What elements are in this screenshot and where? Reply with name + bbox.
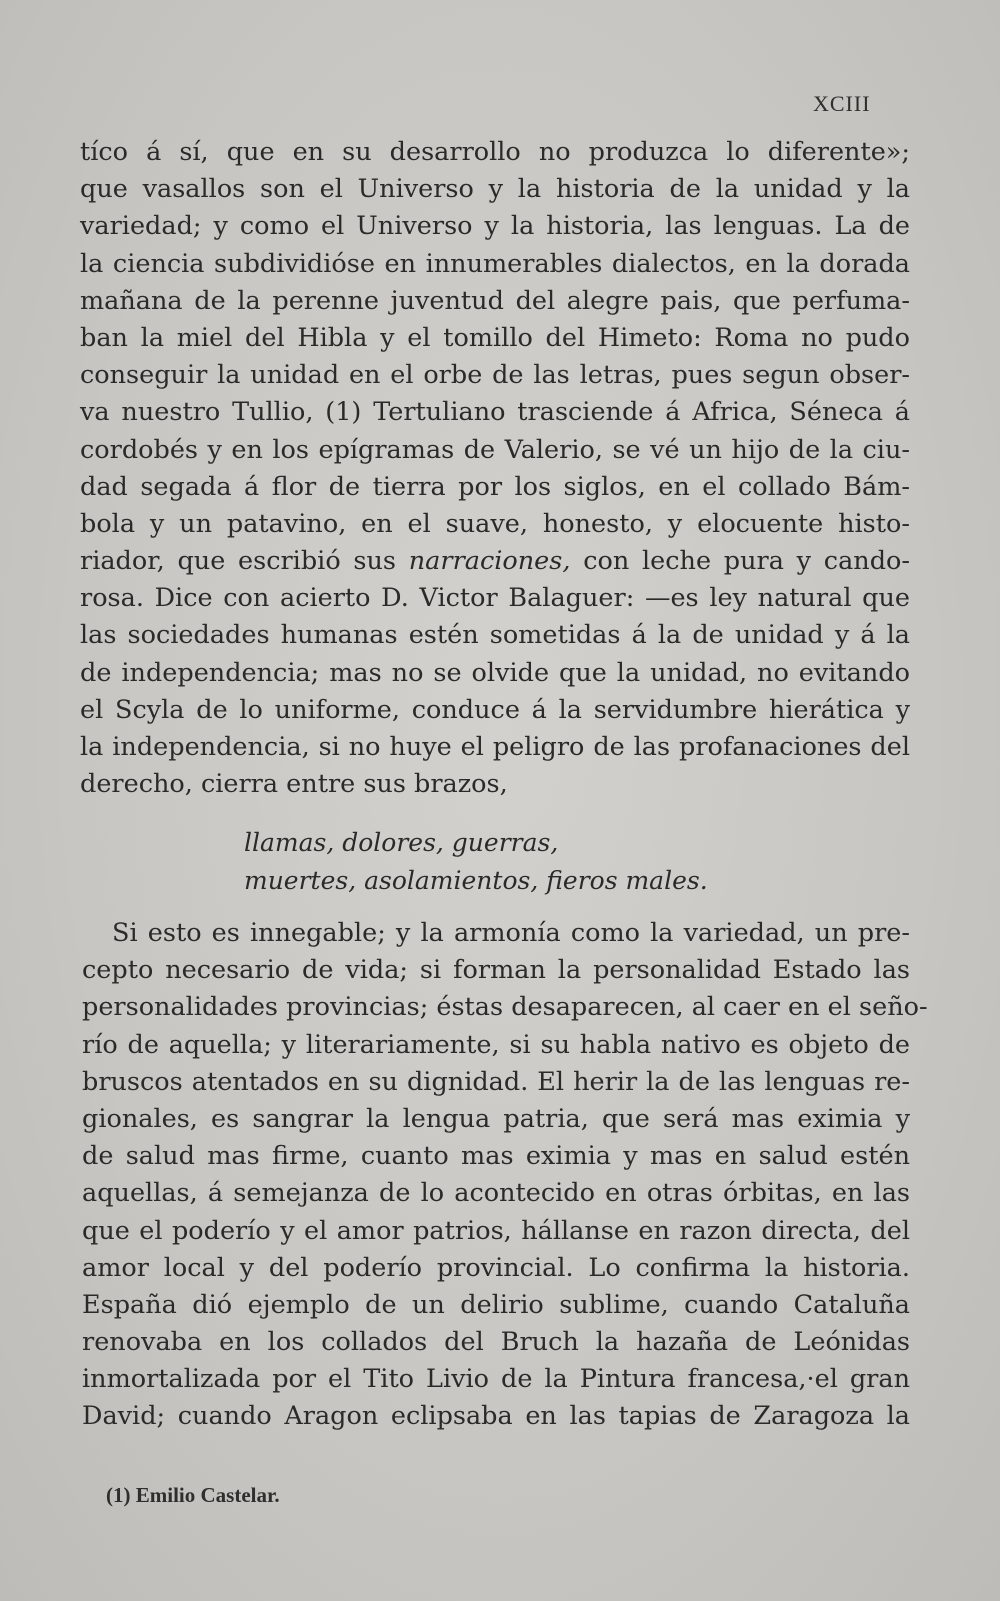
text-line: río de aquella; y literariamente, si su habla nativo es objeto de [82, 1029, 910, 1060]
text-line: gionales, es sangrar la lengua patria, que será mas eximia y [82, 1103, 910, 1134]
text-line: de salud mas firme, cuanto mas eximia y mas en salud estén [82, 1141, 910, 1172]
text-line: la independencia, si no huye el peligro de las profanaciones del [80, 732, 910, 762]
text-line: cordobés y en los epígramas de Valerio, se vé un hijo de la ciu- [80, 434, 910, 465]
text-line: las sociedades humanas estén sometidas á la de unidad y á la [80, 620, 910, 651]
text-line: renovaba en los collados del Bruch la hazaña de Leónidas [82, 1327, 910, 1358]
text-line: variedad; y como el Universo y la historia, las lenguas. La de [80, 211, 910, 242]
text-line-with-italic [80, 543, 910, 580]
text-line: España dió ejemplo de un delirio sublime, cuando Cataluña [82, 1289, 910, 1320]
text-line: derecho, cierra entre sus brazos, [80, 769, 508, 800]
text-line: cepto necesario de vida; si forman la personalidad Estado las [82, 955, 910, 986]
text-line: mañana de la perenne juventud del alegre pais, que perfuma- [80, 285, 910, 316]
paragraph-2 [82, 915, 928, 1436]
text-line: dad segada á flor de tierra por los siglos, en el collado Bám- [80, 471, 910, 502]
footnote: (1) Emilio Castelar. [106, 1483, 280, 1507]
text-line: de independencia; mas no se olvide que la unidad, no evitando [80, 657, 910, 688]
text-line: aquellas, á semejanza de lo acontecido en otras órbitas, en las [82, 1178, 910, 1209]
italic-word: narraciones, [408, 546, 571, 577]
text-line: inmortalizada por el Tito Livio de la Pintura francesa,·el gran [82, 1364, 910, 1395]
verse-line-2: muertes, asolamientos, fieros males. [244, 866, 708, 895]
text-line: bruscos atentados en su dignidad. El herir la de las lenguas re- [82, 1066, 910, 1097]
text-line: bola y un patavino, en el suave, honesto, y elocuente histo- [80, 508, 910, 539]
text-line: que vasallos son el Universo y la historia de la unidad y la [80, 174, 910, 205]
page-number: XCIII [813, 91, 871, 116]
text-line: amor local y del poderío provincial. Lo confirma la historia. [82, 1252, 910, 1283]
text-segment: riador, que escribió sus [80, 546, 409, 577]
text-line: que el poderío y el amor patrios, hállanse en razon directa, del [82, 1215, 910, 1246]
text-line: va nuestro Tullio, (1) Tertuliano trasciende á Africa, Séneca á [80, 397, 910, 428]
text-line: la ciencia subdividióse en innumerables dialectos, en la dorada [80, 248, 910, 279]
text-line: el Scyla de lo uniforme, conduce á la servidumbre hierática y [80, 694, 910, 725]
paragraph-1 [80, 134, 910, 803]
verse-line-1: llamas, dolores, guerras, [244, 828, 559, 857]
text-line: ban la miel del Hibla y el tomillo del Himeto: Roma no pudo [80, 322, 910, 353]
text-line: Si esto es innegable; y la armonía como la variedad, un pre- [112, 918, 910, 948]
text-segment: con leche pura y cando- [570, 546, 911, 577]
text-line: rosa. Dice con acierto D. Victor Balaguer: —es ley natural que [80, 583, 910, 614]
text-line: tíco á sí, que en su desarrollo no produzca lo diferente»; [80, 137, 910, 167]
text-line: personalidades provincias; éstas desaparecen, al caer en el seño- [82, 992, 928, 1023]
text-line: conseguir la unidad en el orbe de las letras, pues segun obser- [80, 360, 910, 391]
text-line: David; cuando Aragon eclipsaba en las tapias de Zaragoza la [82, 1401, 910, 1432]
